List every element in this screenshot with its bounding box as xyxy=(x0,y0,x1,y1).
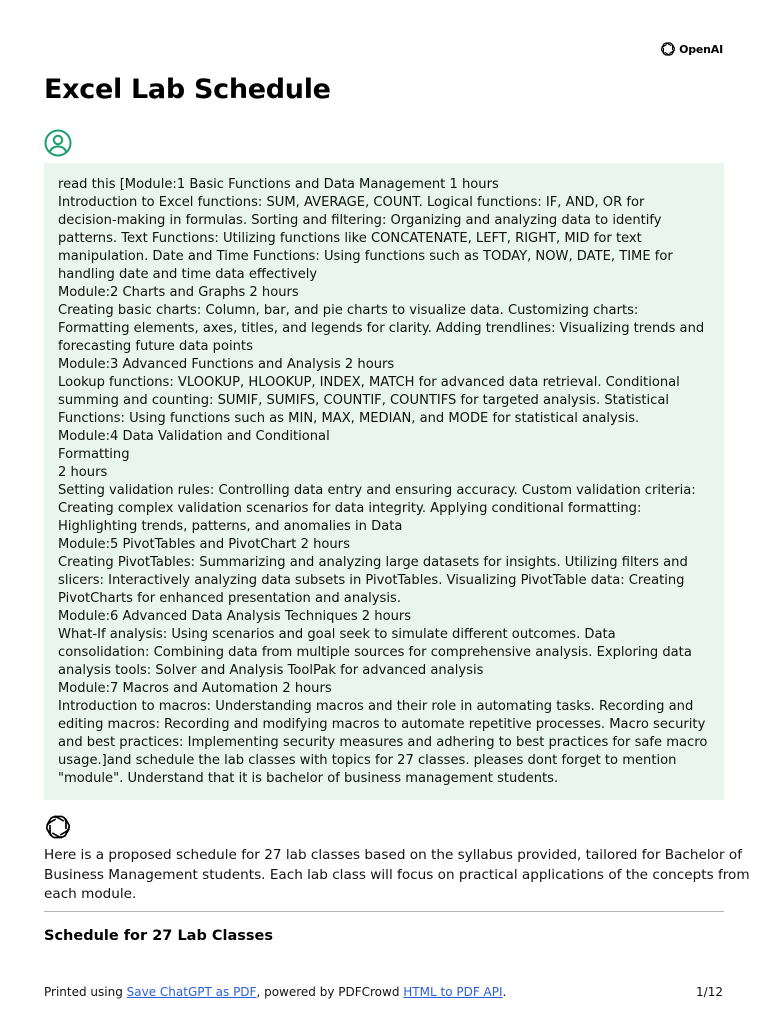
save-chatgpt-link[interactable]: Save ChatGPT as PDF xyxy=(126,985,257,999)
message-line: What-If analysis: Using scenarios and goal seek to simulate different outcomes. Data xyxy=(58,627,616,642)
message-line: Setting validation rules: Controlling data entry and ensuring accuracy. Custom validation criteria: xyxy=(58,483,696,498)
message-line: consolidation: Combining data from multiple sources for comprehensive analysis. Exploring data xyxy=(58,645,692,660)
user-avatar-icon xyxy=(44,129,72,157)
response-line: Here is a proposed schedule for 27 lab classes based on the syllabus provided, tailored for Bachelor of xyxy=(44,847,742,863)
print-footer xyxy=(44,985,506,999)
user-avatar xyxy=(44,129,72,157)
message-line: Introduction to macros: Understanding macros and their role in automating tasks. Recording and xyxy=(58,699,694,714)
page-number: 1/12 xyxy=(696,985,723,999)
footer-prefix: Printed using xyxy=(44,985,127,999)
divider xyxy=(44,911,724,912)
message-line: manipulation. Date and Time Functions: Using functions such as TODAY, NOW, DATE, TIME for xyxy=(58,249,673,264)
page-title: Excel Lab Schedule xyxy=(44,74,331,105)
message-line: and best practices: Implementing security measures and adhering to best practices for safe macro xyxy=(58,735,708,750)
message-line: Lookup functions: VLOOKUP, HLOOKUP, INDEX, MATCH for advanced data retrieval. Conditional xyxy=(58,375,680,390)
message-line: slicers: Interactively analyzing data subsets in PivotTables. Visualizing PivotTable data: Creating xyxy=(58,573,685,588)
message-line: PivotCharts for enhanced presentation and analysis. xyxy=(58,591,401,606)
openai-logo-icon xyxy=(660,41,676,57)
message-line: patterns. Text Functions: Utilizing functions like CONCATENATE, LEFT, RIGHT, MID for text xyxy=(58,231,642,246)
message-line: summing and counting: SUMIF, SUMIFS, COUNTIF, COUNTIFS for targeted analysis. Statistical xyxy=(58,393,670,408)
message-line: Module:4 Data Validation and Conditional xyxy=(58,429,330,444)
message-line: read this [Module:1 Basic Functions and Data Management 1 hours xyxy=(58,177,499,192)
message-line: Module:5 PivotTables and PivotChart 2 hours xyxy=(58,537,350,552)
message-line: "module". Understand that it is bachelor of business management students. xyxy=(58,771,559,786)
html-to-pdf-link[interactable]: HTML to PDF API xyxy=(403,985,503,999)
message-line: Formatting elements, axes, titles, and legends for clarity. Adding trendlines: Visualizing trends and xyxy=(58,321,705,336)
message-line: Creating PivotTables: Summarizing and analyzing large datasets for insights. Utilizing filters and xyxy=(58,555,688,570)
footer-middle: , powered by PDFCrowd xyxy=(256,985,404,999)
message-line: Creating basic charts: Column, bar, and pie charts to visualize data. Customizing charts: xyxy=(58,303,639,318)
message-line: analysis tools: Solver and Analysis ToolPak for advanced analysis xyxy=(58,663,484,678)
response-line: Business Management students. Each lab class will focus on practical applications of the concepts from xyxy=(44,866,750,883)
brand-name: OpenAI xyxy=(679,42,723,56)
footer-suffix: . xyxy=(502,985,507,999)
message-line: Introduction to Excel functions: SUM, AVERAGE, COUNT. Logical functions: IF, AND, OR for xyxy=(58,195,645,210)
openai-logo-icon xyxy=(44,813,72,841)
assistant-avatar xyxy=(44,813,72,841)
message-line: Module:2 Charts and Graphs 2 hours xyxy=(58,285,299,300)
message-line: Creating complex validation scenarios for data integrity. Applying conditional formatting: xyxy=(58,501,642,516)
message-line: Functions: Using functions such as MIN, MAX, MEDIAN, and MODE for statistical analysis. xyxy=(58,411,640,426)
message-line: Module:7 Macros and Automation 2 hours xyxy=(58,681,332,696)
message-line: Formatting xyxy=(58,447,130,462)
message-line: editing macros: Recording and modifying macros to automate repetitive processes. Macro security xyxy=(58,717,706,732)
message-line: 2 hours xyxy=(58,465,108,480)
user-message xyxy=(44,163,724,800)
message-line: decision-making in formulas. Sorting and filtering: Organizing and analyzing data to identify xyxy=(58,213,662,228)
message-line: Highlighting trends, patterns, and anomalies in Data xyxy=(58,519,403,534)
section-heading: Schedule for 27 Lab Classes xyxy=(44,928,274,944)
message-line: usage.]and schedule the lab classes with topics for 27 classes. pleases dont forget to mention xyxy=(58,753,677,768)
response-line: each module. xyxy=(44,886,137,902)
message-line: handling date and time data effectively xyxy=(58,267,318,282)
message-line: forecasting future data points xyxy=(58,339,253,354)
message-line: Module:6 Advanced Data Analysis Techniques 2 hours xyxy=(58,609,412,624)
brand-logo xyxy=(660,41,723,57)
assistant-intro xyxy=(44,846,750,905)
message-line: Module:3 Advanced Functions and Analysis 2 hours xyxy=(58,357,395,372)
